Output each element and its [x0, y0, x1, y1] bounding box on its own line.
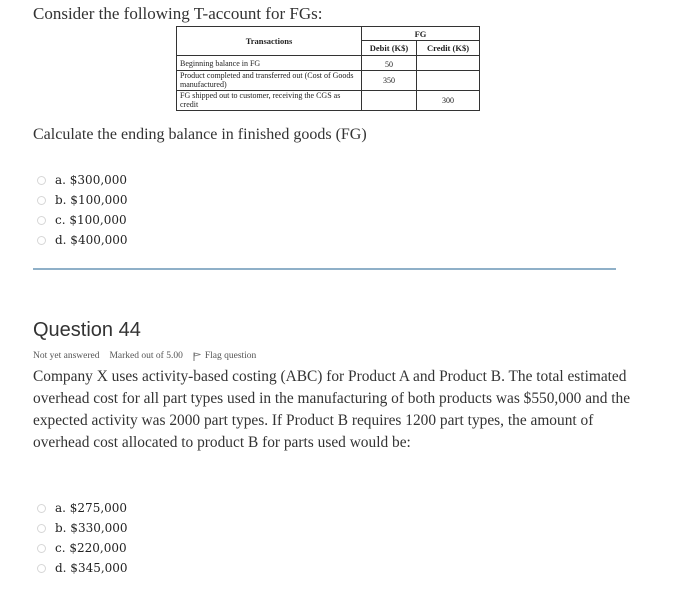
debit-header: Debit (K$): [362, 41, 417, 56]
question1-prompt: Calculate the ending balance in finished goods (FG): [33, 126, 367, 143]
option-label: c. $220,000: [55, 541, 127, 555]
answer-option-b[interactable]: [37, 518, 128, 538]
question2-text: Company X uses activity-based costing (ABC) for Product A and Product B. The total estimated overhead cost for all part types used in the manufacturing of both products was $550,000 and the expected activity was 2000 part types. If Product B requires 1200 part types, the amount of overhead cost allocated to product B for parts used would be:: [33, 368, 631, 451]
question-title: Question 44: [33, 319, 141, 341]
fg-header: FG: [362, 27, 480, 41]
section-divider: [33, 268, 616, 270]
row-desc: Product completed and transferred out (Cost of Goods manufactured): [177, 70, 362, 90]
option-label: a. $300,000: [55, 173, 128, 187]
option-label: a. $275,000: [55, 501, 128, 515]
answer-option-a[interactable]: [37, 498, 128, 518]
marks-text: Marked out of 5.00: [109, 351, 183, 361]
radio-button[interactable]: [37, 216, 46, 225]
credit-header: Credit (K$): [417, 41, 480, 56]
radio-button[interactable]: [37, 544, 46, 553]
t-account-table: [176, 26, 480, 111]
option-label: b. $330,000: [55, 521, 128, 535]
row-desc: Beginning balance in FG: [177, 59, 362, 70]
answer-option-d[interactable]: [37, 230, 128, 250]
table-row: [177, 59, 480, 70]
row-credit: [417, 70, 480, 90]
flag-label: Flag question: [204, 351, 257, 361]
radio-button[interactable]: [37, 524, 46, 533]
option-label: d. $400,000: [55, 233, 128, 247]
transactions-header: Transactions: [177, 27, 362, 56]
row-debit: [362, 90, 417, 110]
answer-option-c[interactable]: [37, 210, 128, 230]
radio-button[interactable]: [37, 176, 46, 185]
table-row: [177, 90, 480, 110]
row-credit: 300: [417, 90, 480, 110]
option-label: c. $100,000: [55, 213, 127, 227]
table-row: [177, 70, 480, 90]
answer-option-d[interactable]: [37, 558, 128, 578]
question-info: [33, 351, 276, 361]
radio-button[interactable]: [37, 236, 46, 245]
row-debit: 350: [362, 70, 417, 90]
row-credit: [417, 59, 480, 70]
radio-button[interactable]: [37, 504, 46, 513]
radio-button[interactable]: [37, 564, 46, 573]
option-label: d. $345,000: [55, 561, 128, 575]
flag-icon: [193, 352, 201, 361]
status-text: Not yet answered: [33, 351, 100, 361]
answer-option-c[interactable]: [37, 538, 128, 558]
answer-option-a[interactable]: [37, 170, 128, 190]
question1-intro: Consider the following T-account for FGs:: [33, 4, 323, 23]
question2-options: [37, 498, 128, 578]
answer-option-b[interactable]: [37, 190, 128, 210]
flag-question-link[interactable]: [193, 351, 266, 361]
question1-options: [37, 170, 128, 250]
row-debit: 50: [362, 59, 417, 70]
row-desc: FG shipped out to customer, receiving the CGS as credit: [177, 90, 362, 110]
option-label: b. $100,000: [55, 193, 128, 207]
radio-button[interactable]: [37, 196, 46, 205]
